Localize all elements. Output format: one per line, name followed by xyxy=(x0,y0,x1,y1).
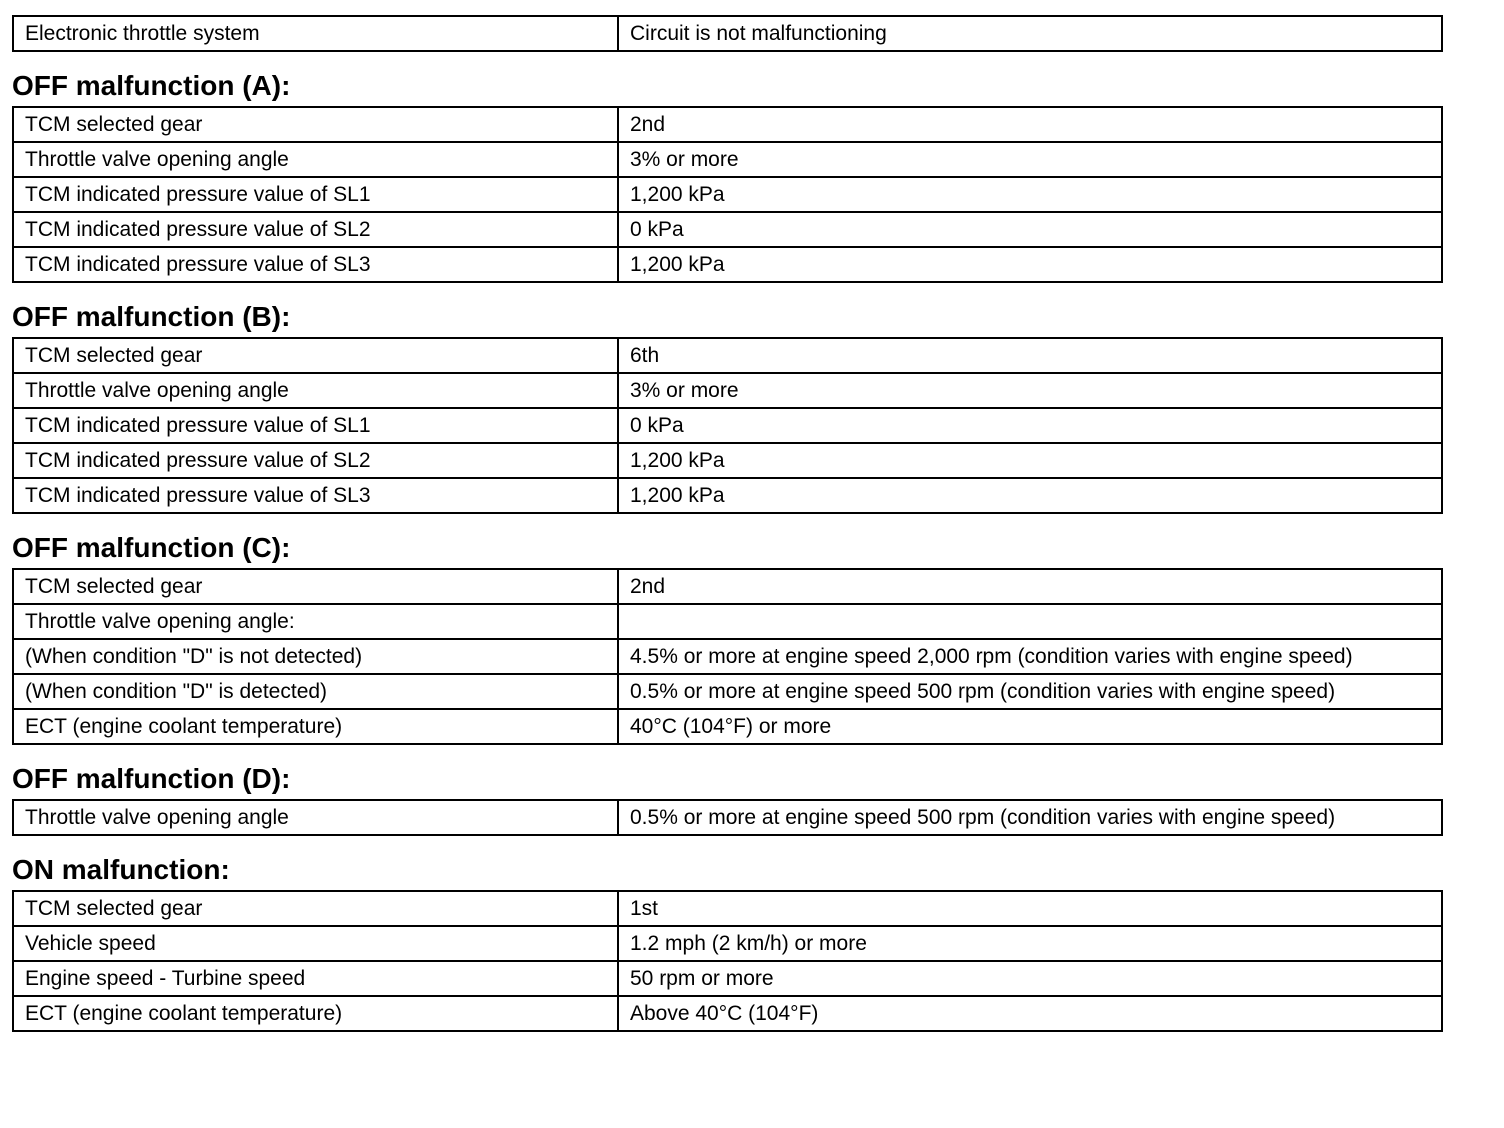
condition-value: 1.2 mph (2 km/h) or more xyxy=(618,926,1442,961)
condition-label: Throttle valve opening angle xyxy=(13,142,618,177)
document-body xyxy=(12,15,1443,1032)
table-row xyxy=(13,478,1442,513)
condition-label: TCM indicated pressure value of SL1 xyxy=(13,177,618,212)
table-row xyxy=(13,443,1442,478)
condition-label: TCM indicated pressure value of SL2 xyxy=(13,212,618,247)
condition-value: 1,200 kPa xyxy=(618,443,1442,478)
condition-label: TCM indicated pressure value of SL2 xyxy=(13,443,618,478)
condition-value: 6th xyxy=(618,338,1442,373)
table-row xyxy=(13,177,1442,212)
table-row xyxy=(13,926,1442,961)
condition-value: 50 rpm or more xyxy=(618,961,1442,996)
table-row xyxy=(13,996,1442,1031)
condition-label: TCM indicated pressure value of SL3 xyxy=(13,247,618,282)
condition-label: Vehicle speed xyxy=(13,926,618,961)
condition-label: (When condition "D" is detected) xyxy=(13,674,618,709)
condition-value: 1,200 kPa xyxy=(618,247,1442,282)
table-row xyxy=(13,569,1442,604)
condition-value xyxy=(618,604,1442,639)
table-row xyxy=(13,961,1442,996)
condition-label: ECT (engine coolant temperature) xyxy=(13,996,618,1031)
table-off-malfunction-b xyxy=(12,337,1443,514)
condition-label: TCM indicated pressure value of SL1 xyxy=(13,408,618,443)
table-row xyxy=(13,800,1442,835)
condition-label: Electronic throttle system xyxy=(13,16,618,51)
condition-label: Throttle valve opening angle xyxy=(13,800,618,835)
table-row xyxy=(13,142,1442,177)
condition-value: 3% or more xyxy=(618,373,1442,408)
condition-value: 0.5% or more at engine speed 500 rpm (condition varies with engine speed) xyxy=(618,800,1442,835)
condition-value: Above 40°C (104°F) xyxy=(618,996,1442,1031)
condition-label: TCM selected gear xyxy=(13,338,618,373)
table-row xyxy=(13,408,1442,443)
table-row xyxy=(13,107,1442,142)
table-row xyxy=(13,212,1442,247)
section-heading-off-malfunction-a: OFF malfunction (A): xyxy=(12,70,291,101)
section-heading-on-malfunction: ON malfunction: xyxy=(12,854,230,885)
condition-label: TCM indicated pressure value of SL3 xyxy=(13,478,618,513)
table-row xyxy=(13,639,1442,674)
condition-value: 40°C (104°F) or more xyxy=(618,709,1442,744)
condition-label: TCM selected gear xyxy=(13,569,618,604)
table-off-malfunction-a xyxy=(12,106,1443,283)
condition-value: 0 kPa xyxy=(618,212,1442,247)
condition-value: 1st xyxy=(618,891,1442,926)
condition-value: 2nd xyxy=(618,569,1442,604)
table-row xyxy=(13,709,1442,744)
condition-label: TCM selected gear xyxy=(13,891,618,926)
table-row xyxy=(13,373,1442,408)
intro-table xyxy=(12,15,1443,52)
table-row xyxy=(13,16,1442,51)
table-row xyxy=(13,338,1442,373)
condition-value: 0 kPa xyxy=(618,408,1442,443)
condition-label: Throttle valve opening angle xyxy=(13,373,618,408)
section-heading-off-malfunction-d: OFF malfunction (D): xyxy=(12,763,291,794)
table-row xyxy=(13,247,1442,282)
condition-label: (When condition "D" is not detected) xyxy=(13,639,618,674)
section-heading-off-malfunction-c: OFF malfunction (C): xyxy=(12,532,291,563)
condition-value: Circuit is not malfunctioning xyxy=(618,16,1442,51)
condition-value: 4.5% or more at engine speed 2,000 rpm (condition varies with engine speed) xyxy=(618,639,1442,674)
condition-label: TCM selected gear xyxy=(13,107,618,142)
condition-label: Engine speed - Turbine speed xyxy=(13,961,618,996)
condition-value: 3% or more xyxy=(618,142,1442,177)
table-off-malfunction-d xyxy=(12,799,1443,836)
condition-value: 0.5% or more at engine speed 500 rpm (condition varies with engine speed) xyxy=(618,674,1442,709)
condition-value: 2nd xyxy=(618,107,1442,142)
table-row xyxy=(13,891,1442,926)
condition-value: 1,200 kPa xyxy=(618,177,1442,212)
table-row xyxy=(13,604,1442,639)
condition-label: Throttle valve opening angle: xyxy=(13,604,618,639)
section-heading-off-malfunction-b: OFF malfunction (B): xyxy=(12,301,291,332)
condition-label: ECT (engine coolant temperature) xyxy=(13,709,618,744)
table-row xyxy=(13,674,1442,709)
table-off-malfunction-c xyxy=(12,568,1443,745)
table-on-malfunction xyxy=(12,890,1443,1032)
condition-value: 1,200 kPa xyxy=(618,478,1442,513)
